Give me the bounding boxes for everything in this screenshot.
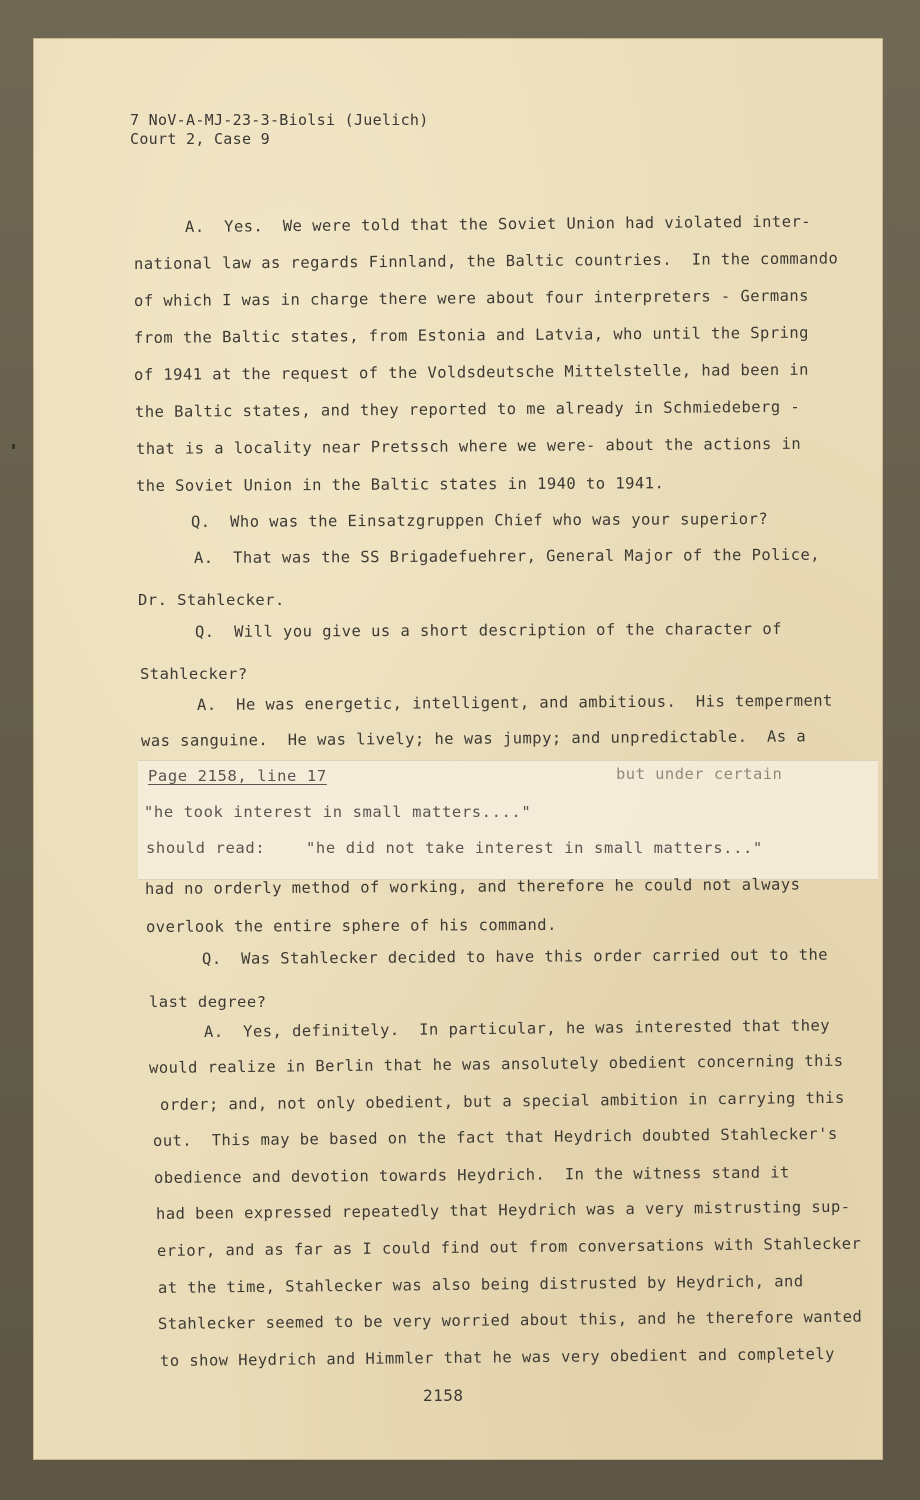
header-line-1: 7 NoV-A-MJ-23-3-Biolsi (Juelich): [130, 111, 429, 129]
correction-slip: [138, 760, 878, 880]
correction-original-quote: "he took interest in small matters....": [144, 803, 532, 821]
margin-mark: [12, 444, 15, 449]
body-line: that is a locality near Pretssch where we were- about the actions in: [135, 434, 802, 458]
body-line: A. Yes, definitely. In particular, he was interested that they: [203, 1016, 831, 1041]
body-line: Stahlecker?: [140, 665, 248, 683]
body-line: Q. Will you give us a short description of the character of: [194, 619, 782, 641]
page-number: 2158: [423, 1386, 464, 1405]
document-page: [33, 38, 883, 1460]
correction-reference: Page 2158, line 17: [148, 767, 327, 785]
body-line: of which I was in charge there were about four interpreters - Germans: [133, 286, 810, 310]
body-line: A. He was energetic, intelligent, and ambitious. His temperment: [196, 691, 833, 714]
body-line: A. That was the SS Brigadefuehrer, General Major of the Police,: [193, 545, 821, 567]
body-line: of 1941 at the request of the Voldsdeutsche Mittelstelle, had been in: [133, 360, 810, 384]
body-line: erior, and as far as I could find out from conversations with Stahlecker: [156, 1234, 862, 1260]
body-line: out. This may be based on the fact that Heydrich doubted Stahlecker's: [152, 1124, 838, 1150]
body-line: to show Heydrich and Himmler that he was very obedient and completely: [159, 1344, 836, 1370]
body-line: Q. Was Stahlecker decided to have this order carried out to the: [201, 945, 829, 968]
document-header: [130, 111, 429, 149]
header-line-2: Court 2, Case 9: [130, 130, 270, 148]
body-line: was sanguine. He was lively; he was jumpy; and unpredictable. As a: [140, 727, 807, 750]
body-line: from the Baltic states, from Estonia and Latvia, who until the Spring: [133, 323, 810, 347]
body-line: national law as regards Finnland, the Baltic countries. In the commando: [133, 249, 839, 273]
body-line: overlook the entire sphere of his command.: [145, 915, 557, 936]
body-line: the Baltic states, and they reported to me already in Schmiedeberg -: [134, 397, 801, 421]
body-line: would realize in Berlin that he was ansolutely obedient concerning this: [148, 1051, 844, 1077]
body-line: had been expressed repeatedly that Heydrich was a very mistrusting sup-: [155, 1197, 851, 1223]
body-line: order; and, not only obedient, but a special ambition in carrying this: [159, 1088, 845, 1114]
body-line: Q. Who was the Einsatzgruppen Chief who was your superior?: [190, 509, 769, 531]
body-line: at the time, Stahlecker was also being distrusted by Heydrich, and: [157, 1272, 804, 1297]
body-line: Stahlecker seemed to be very worried about this, and he therefore wanted: [157, 1307, 863, 1333]
correction-new-text: "he did not take interest in small matters...": [306, 839, 763, 857]
obscured-text: but under certain: [616, 765, 783, 783]
body-line: A. Yes. We were told that the Soviet Union had violated inter-: [184, 212, 812, 236]
body-line: Dr. Stahlecker.: [138, 591, 285, 609]
body-line: had no orderly method of working, and therefore he could not always: [144, 875, 801, 898]
body-line: last degree?: [149, 993, 267, 1011]
body-line: obedience and devotion towards Heydrich. In the witness stand it: [153, 1163, 790, 1187]
correction-should-read-label: should read:: [146, 839, 266, 857]
body-line: the Soviet Union in the Baltic states in 1940 to 1941.: [135, 474, 665, 495]
